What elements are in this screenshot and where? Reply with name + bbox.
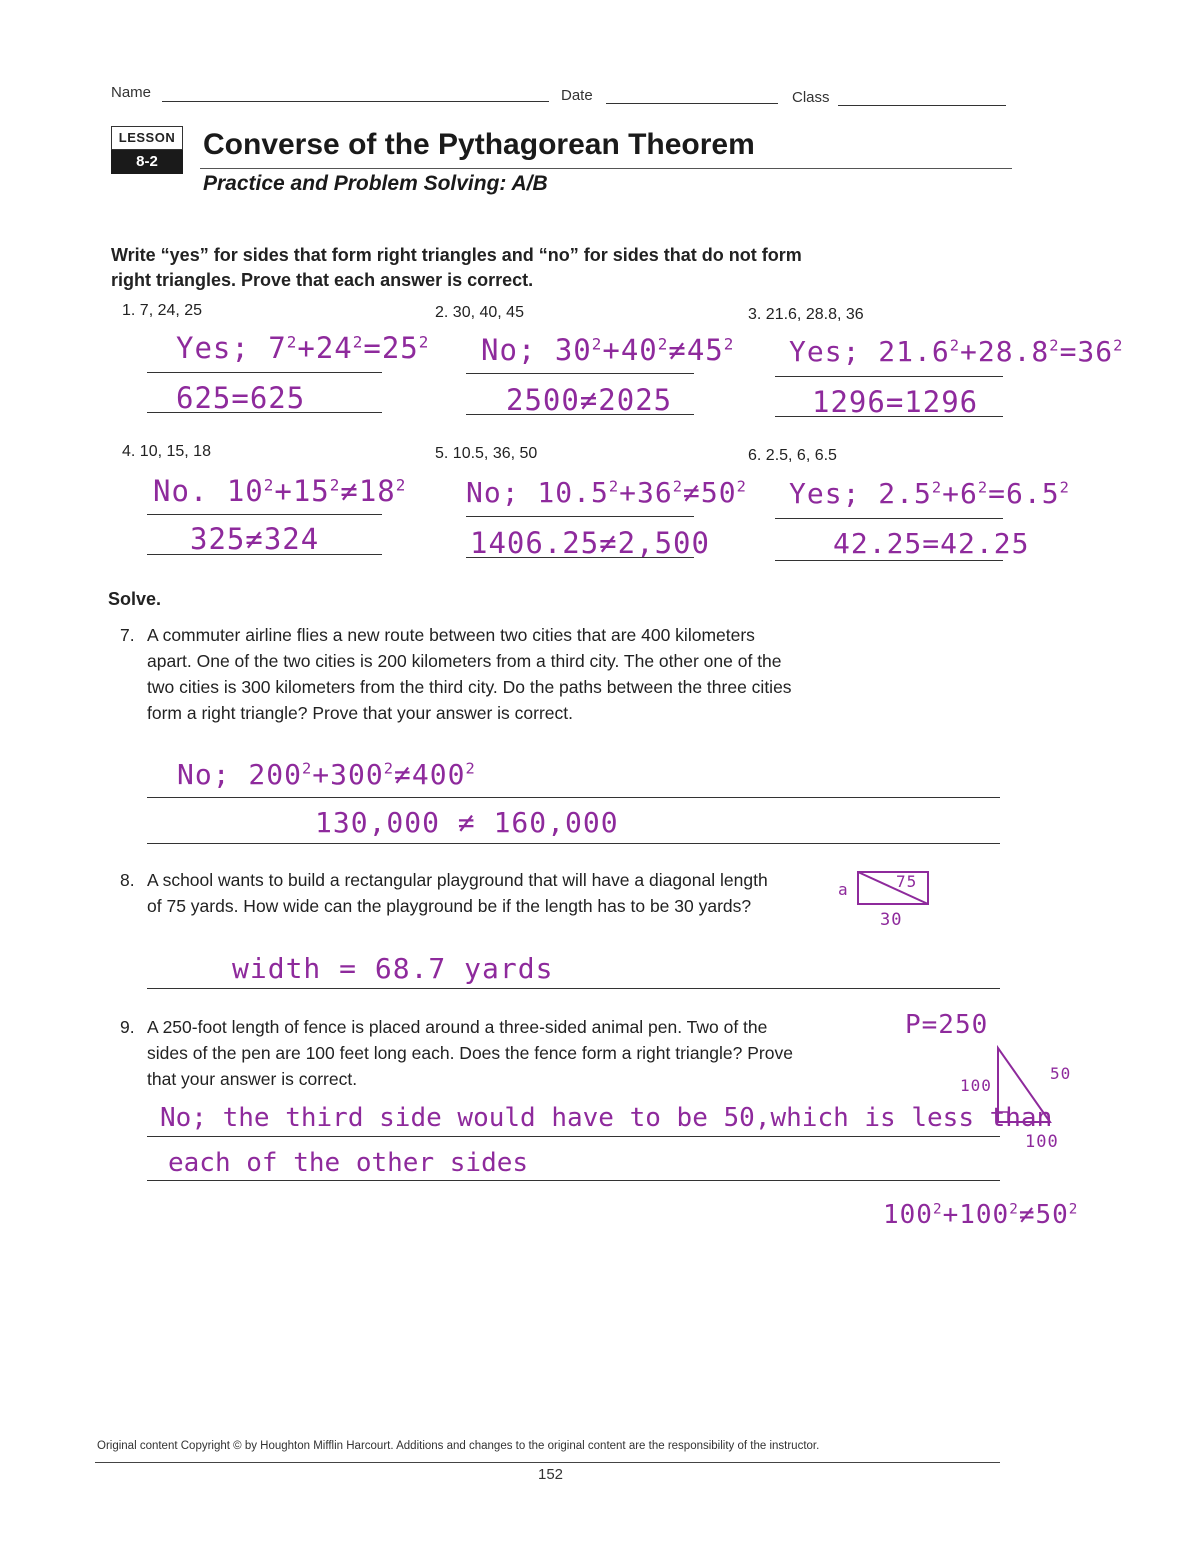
q9-number: 9. (120, 1017, 135, 1037)
answer-7-line1: No; $200^2+300^2\ne 400^2$ (177, 758, 476, 791)
answer-9-line2: each of the other sides (168, 1148, 529, 1178)
answer-1-line2: 625=625 (176, 381, 306, 415)
title-rule (200, 168, 1012, 169)
problem-1-label: 1. 7, 24, 25 (122, 302, 203, 319)
answer-8-rule[interactable] (147, 988, 1000, 989)
rectangle-diagonal (858, 872, 928, 904)
answer-4-line1: No. $10^2+15^2\ne 18^2$ (153, 474, 407, 508)
answer-2-rule-b[interactable] (466, 414, 694, 415)
answer-6-line2: 42.25=42.25 (833, 527, 1030, 560)
q8-diagram-width-label: a (838, 880, 849, 899)
q9-text: A 250-foot length of fence is placed around a three-sided animal pen. Two of the sides of the pen are 100 feet long each. Does the fence form a right triangle? Prove that your answer is correct. (147, 1017, 793, 1089)
answer-8: width = 68.7 yards (232, 952, 554, 985)
answer-9-line1: No; the third side would have to be 50,which is less than (160, 1103, 1053, 1133)
answer-1-rule-b[interactable] (147, 412, 382, 413)
solve-heading: Solve. (108, 589, 162, 609)
q9-equation-note: $100^2+100^2\ne 50^2$ (883, 1200, 1079, 1230)
q9-diagram-left-label: 100 (960, 1076, 992, 1095)
answer-6-rule-a[interactable] (775, 518, 1003, 519)
answer-4-rule-b[interactable] (147, 554, 382, 555)
page-number: 152 (538, 1466, 564, 1483)
q8-diagram-diagonal-label: 75 (896, 872, 918, 891)
problem-4-label: 4. 10, 15, 18 (122, 443, 211, 460)
name-field[interactable] (162, 101, 549, 102)
name-label: Name (111, 84, 152, 101)
answer-4-line2: 325≠324 (190, 522, 320, 556)
answer-9-rule-a[interactable] (147, 1136, 1000, 1137)
answer-5-line1: No; $10.5^2+36^2\ne 50^2$ (466, 476, 747, 509)
q8-number: 8. (120, 870, 135, 890)
lesson-badge-label: LESSON (111, 126, 183, 150)
answer-7-line2: 130,000 ≠ 160,000 (315, 806, 619, 839)
answer-2-line2: 2500≠2025 (506, 383, 673, 417)
answer-3-rule-a[interactable] (775, 376, 1003, 377)
q8-text: A school wants to build a rectangular playground that will have a diagonal length of 75 yards. How wide can the playground be if the length has to be 30 yards? (147, 870, 768, 916)
answer-2-line1: No; $30^2+40^2\ne 45^2$ (481, 333, 735, 367)
answer-5-line2: 1406.25≠2,500 (470, 526, 710, 560)
problem-3-label: 3. 21.6, 28.8, 36 (748, 306, 864, 323)
problem-2-label: 2. 30, 40, 45 (435, 304, 524, 321)
answer-9-rule-b[interactable] (147, 1180, 1000, 1181)
answer-7-rule-a[interactable] (147, 797, 1000, 798)
answer-3-rule-b[interactable] (775, 416, 1003, 417)
answer-5-rule-b[interactable] (466, 557, 694, 558)
instructions: Write “yes” for sides that form right triangles and “no” for sides that do not form right triangles. Prove that each answer is correct. (111, 245, 802, 290)
answer-1-line1: Yes; $7^2+24^2=25^2$ (176, 331, 430, 365)
lesson-badge-number: 8-2 (111, 150, 183, 174)
q7-text: A commuter airline flies a new route between two cities that are 400 kilometers apart. One of the two cities is 200 kilometers from a third city. The other one of the two cities is 300 kilometers from the third city. Do the paths between the three cities form a right triangle? Prove that your answer is correct. (147, 625, 792, 723)
page-subtitle: Practice and Problem Solving: A/B (203, 172, 548, 195)
q9-perimeter-note: P=250 (905, 1010, 989, 1040)
answer-1-rule-a[interactable] (147, 372, 382, 373)
footer-rule (95, 1462, 1000, 1463)
class-field[interactable] (838, 105, 1006, 106)
answer-6-line1: Yes; $2.5^2+6^2=6.5^2$ (789, 477, 1070, 510)
date-label: Date (561, 87, 593, 104)
page-title: Converse of the Pythagorean Theorem (203, 128, 755, 161)
problem-6-label: 6. 2.5, 6, 6.5 (748, 447, 837, 464)
problem-5-label: 5. 10.5, 36, 50 (435, 445, 538, 462)
date-field[interactable] (606, 103, 778, 104)
q9-diagram-base-label: 100 (1025, 1132, 1059, 1152)
answer-2-rule-a[interactable] (466, 373, 694, 374)
answer-5-rule-a[interactable] (466, 516, 694, 517)
answer-4-rule-a[interactable] (147, 514, 382, 515)
answer-3-line2: 1296=1296 (812, 385, 979, 419)
answer-3-line1: Yes; $21.6^2+28.8^2=36^2$ (789, 335, 1124, 368)
answer-7-rule-b[interactable] (147, 843, 1000, 844)
q8-diagram-length-label: 30 (880, 910, 903, 930)
q7-number: 7. (120, 625, 135, 645)
lesson-badge (111, 126, 183, 174)
class-label: Class (792, 89, 830, 106)
answer-6-rule-b[interactable] (775, 560, 1003, 561)
q9-diagram-hyp-label: 50 (1050, 1064, 1072, 1083)
copyright-notice: Original content Copyright © by Houghton Mifflin Harcourt. Additions and changes to the original content are the responsibility of the instructor. (97, 1440, 820, 1452)
